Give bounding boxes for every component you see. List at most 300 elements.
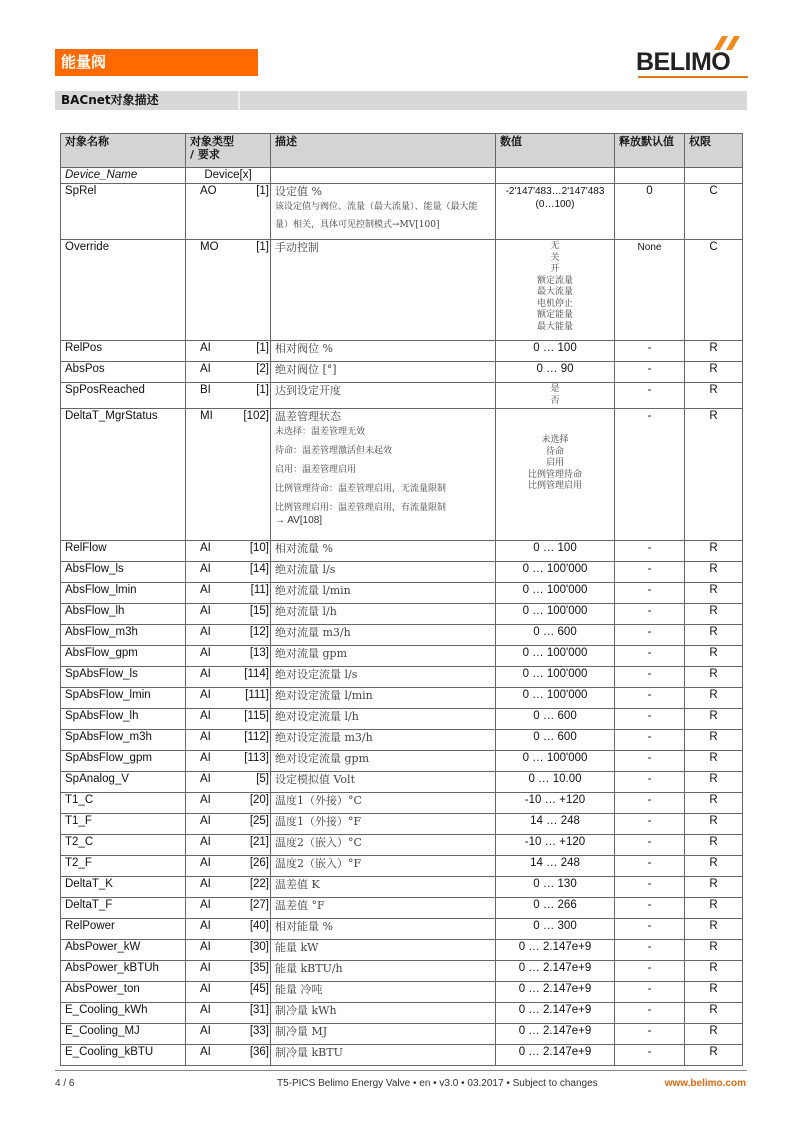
cell-desc [271,814,496,835]
object-type: AI [200,584,211,596]
table-row [61,793,743,814]
object-type: AO [200,185,217,197]
table-row [61,982,743,1003]
cell-desc [271,730,496,751]
cell-type [186,646,271,667]
object-instance: [27] [249,899,269,911]
cell-default: - [615,362,685,383]
desc-detail-line: 比例管理待命：温差管理启用，无流量限制 [275,484,447,494]
object-type: AI [200,962,211,974]
cell-access: R [685,1003,743,1024]
cell-value: 0 … 100'000 [496,583,615,604]
cell-default: - [615,646,685,667]
cell-name: DeltaT_K [61,877,186,898]
cell-name: E_Cooling_kWh [61,1003,186,1024]
cell-type [186,667,271,688]
column-header-default: 释放默认值 [615,134,685,168]
cell-type [186,240,271,341]
table-row [61,688,743,709]
document-title-bar [55,49,258,76]
cell-access: R [685,814,743,835]
cell-value: 0 … 100'000 [496,646,615,667]
object-type: AI [200,815,211,827]
object-instance: [40] [249,920,269,932]
object-type: AI [200,1025,211,1037]
cell-name: T1_F [61,814,186,835]
cell-type [186,1045,271,1066]
cell-desc [271,877,496,898]
cell-name: SpRel [61,184,186,240]
object-instance: [31] [249,1004,269,1016]
cell-desc [271,1003,496,1024]
cell-desc [271,688,496,709]
cell-type [186,751,271,772]
object-type: MI [200,410,213,422]
table-row [61,646,743,667]
section-divider [238,91,240,110]
footer-website-link[interactable]: www.belimo.com [664,1078,746,1089]
object-instance: [1] [256,342,269,354]
object-type: AI [200,857,211,869]
cell-desc [271,1024,496,1045]
cell-desc [271,168,496,184]
cell-type [186,583,271,604]
cell-name: Device_Name [61,168,186,184]
desc-main: 相对能量 % [275,920,333,933]
cell-desc [271,625,496,646]
table-row [61,961,743,982]
object-type: AI [200,563,211,575]
cell-access: R [685,877,743,898]
table-row [61,898,743,919]
option-item: 最大流量 [536,287,573,297]
cell-access: R [685,1024,743,1045]
column-header-value: 数值 [496,134,615,168]
cell-type [186,383,271,409]
cell-default: - [615,541,685,562]
cell-access: R [685,409,743,541]
cell-desc [271,898,496,919]
object-type: AI [200,983,211,995]
object-type: AI [200,542,211,554]
cell-desc [271,646,496,667]
value-range-percent: (0…100) [535,199,575,210]
desc-main: 绝对流量 gpm [275,647,348,660]
table-row [61,730,743,751]
cell-default: - [615,772,685,793]
cell-type [186,184,271,240]
cell-name: SpAbsFlow_lmin [61,688,186,709]
desc-main: 绝对设定流量 l/h [275,710,359,723]
table-row [61,814,743,835]
object-instance: [33] [249,1025,269,1037]
object-instance: [22] [249,878,269,890]
desc-main: 相对流量 % [275,542,333,555]
cell-value [496,168,615,184]
cell-default: - [615,793,685,814]
cell-default: - [615,667,685,688]
cell-access: R [685,772,743,793]
logo-underline [638,76,748,78]
column-header-type-line2: / 要求 [190,148,220,161]
cell-default: - [615,625,685,646]
cell-value [496,409,615,541]
cell-value: 0 … 100'000 [496,751,615,772]
cell-default: - [615,688,685,709]
desc-main: 绝对流量 l/min [275,584,351,597]
cell-desc [271,751,496,772]
object-instance: [113] [244,752,269,764]
object-type: AI [200,752,211,764]
object-type: AI [200,941,211,953]
desc-main: 达到设定开度 [275,384,341,397]
cell-desc [271,772,496,793]
object-instance: [36] [249,1046,269,1058]
cell-type [186,793,271,814]
column-header-access: 权限 [685,134,743,168]
cell-default: - [615,751,685,772]
object-instance: [35] [249,962,269,974]
object-instance: [2] [256,363,269,375]
object-type: AI [200,605,211,617]
desc-reference: → AV[108] [275,515,323,526]
cell-access: R [685,835,743,856]
object-instance: [15] [249,605,269,617]
table-row [61,625,743,646]
table-row [61,835,743,856]
spposreached-option-list [500,384,610,407]
cell-access: R [685,982,743,1003]
cell-desc [271,1045,496,1066]
desc-main: 相对阀位 % [275,342,333,355]
table-row [61,667,743,688]
cell-access: R [685,940,743,961]
table-header-row [61,134,743,168]
cell-value: 0 … 100'000 [496,562,615,583]
cell-value: 0 … 2.147e+9 [496,1045,615,1066]
cell-name: SpAnalog_V [61,772,186,793]
cell-default: None [615,240,685,341]
cell-default: - [615,730,685,751]
cell-access: R [685,362,743,383]
cell-value: 0 … 100 [496,341,615,362]
footer-page-number: 4 / 6 [55,1078,75,1089]
desc-main: 绝对流量 l/s [275,563,336,576]
cell-name: T2_F [61,856,186,877]
object-type: AI [200,689,211,701]
cell-default: - [615,409,685,541]
cell-name: T2_C [61,835,186,856]
cell-type [186,604,271,625]
object-type: AI [200,920,211,932]
cell-name: AbsFlow_lmin [61,583,186,604]
cell-default: - [615,877,685,898]
cell-value: -10 … +120 [496,835,615,856]
cell-access: R [685,730,743,751]
option-item: 最大能量 [536,321,573,332]
cell-value: 0 … 10.00 [496,772,615,793]
option-item: 额定流量 [536,275,573,286]
cell-value: 0 … 2.147e+9 [496,1003,615,1024]
cell-type [186,835,271,856]
option-item: 否 [550,395,560,406]
cell-type [186,814,271,835]
object-type: AI [200,710,211,722]
object-instance: [26] [249,857,269,869]
option-item: 开 [550,264,560,274]
option-item: 比例管理待命 [527,469,582,480]
cell-value: 0 … 300 [496,919,615,940]
cell-access: R [685,383,743,409]
object-instance: [1] [256,185,269,197]
desc-main: 能量 冷吨 [275,983,323,996]
cell-default: - [615,583,685,604]
cell-access [685,168,743,184]
table-row [61,541,743,562]
cell-default: - [615,856,685,877]
cell-access: C [685,184,743,240]
desc-main: 能量 kBTU/h [275,962,343,975]
cell-access: R [685,604,743,625]
object-type: AI [200,731,211,743]
object-type: MO [200,241,219,253]
table-row [61,772,743,793]
cell-type [186,362,271,383]
cell-type [186,919,271,940]
cell-default: - [615,709,685,730]
cell-name: E_Cooling_MJ [61,1024,186,1045]
cell-value: 0 … 600 [496,709,615,730]
object-type: AI [200,878,211,890]
cell-name: T1_C [61,793,186,814]
object-instance: [111] [245,689,269,701]
cell-value: -10 … +120 [496,793,615,814]
table-row [61,940,743,961]
cell-type [186,562,271,583]
cell-default: - [615,562,685,583]
desc-main: 手动控制 [275,241,319,254]
desc-main: 温差管理状态 [275,410,341,423]
cell-desc [271,940,496,961]
cell-access: R [685,541,743,562]
cell-value: 0 … 266 [496,898,615,919]
cell-desc [271,709,496,730]
object-instance: [20] [249,794,269,806]
cell-desc [271,835,496,856]
cell-default: - [615,835,685,856]
cell-name: AbsFlow_gpm [61,646,186,667]
cell-type [186,341,271,362]
cell-type [186,877,271,898]
cell-type [186,856,271,877]
desc-main: 绝对设定流量 l/s [275,668,358,681]
cell-desc [271,541,496,562]
table-row-device-name [61,168,743,184]
cell-name: AbsFlow_lh [61,604,186,625]
cell-type [186,1003,271,1024]
option-item: 未选择 [541,435,569,445]
column-header-description: 描述 [271,134,496,168]
cell-value: 14 … 248 [496,856,615,877]
cell-name: DeltaT_MgrStatus [61,409,186,541]
cell-type [186,772,271,793]
desc-detail-line: 未选择：温差管理无效 [275,427,366,437]
cell-access: R [685,583,743,604]
table-row-sprel [61,184,743,240]
cell-name: RelPos [61,341,186,362]
desc-main: 绝对设定流量 m3/h [275,731,373,744]
cell-desc [271,362,496,383]
cell-default: - [615,383,685,409]
cell-default: - [615,982,685,1003]
option-item: 待命 [545,446,564,457]
document-title: 能量阀 [61,53,107,71]
cell-name: SpAbsFlow_ls [61,667,186,688]
desc-main: 制冷量 kWh [275,1004,337,1017]
desc-main: 绝对阀位 [°] [275,363,337,376]
cell-access: R [685,625,743,646]
cell-type [186,730,271,751]
cell-type [186,1024,271,1045]
cell-name: SpAbsFlow_gpm [61,751,186,772]
option-item: 是 [550,384,560,394]
cell-name: AbsPower_kW [61,940,186,961]
cell-desc [271,184,496,240]
table-row [61,709,743,730]
table-row [61,877,743,898]
object-type: BI [200,384,211,396]
cell-default: - [615,814,685,835]
cell-access: R [685,919,743,940]
desc-main: 制冷量 MJ [275,1025,328,1038]
cell-access: R [685,646,743,667]
cell-access: R [685,751,743,772]
desc-main: 制冷量 kBTU [275,1046,343,1059]
section-header [55,91,747,110]
cell-access: R [685,856,743,877]
cell-access: R [685,709,743,730]
deltat-option-list [500,435,610,493]
cell-default: - [615,1003,685,1024]
desc-detail-line: 启用：温差管理启用 [275,465,357,475]
column-header-type-line1: 对象类型 [190,135,234,148]
object-type: AI [200,899,211,911]
desc-detail-list [275,423,491,518]
desc-main: 能量 kW [275,941,319,954]
cell-access: R [685,961,743,982]
table-row [61,583,743,604]
cell-desc [271,583,496,604]
bacnet-object-table [60,133,743,1066]
table-row [61,1024,743,1045]
cell-access: R [685,688,743,709]
object-type: AI [200,836,211,848]
cell-value [496,184,615,240]
desc-detail-line: 待命：温差管理激活但未起效 [275,446,393,456]
table-row [61,1003,743,1024]
table-row [61,1045,743,1066]
cell-desc [271,856,496,877]
cell-access: R [685,898,743,919]
cell-type [186,409,271,541]
cell-type [186,541,271,562]
desc-main: 绝对设定流量 l/min [275,689,373,702]
object-instance: [114] [244,668,269,680]
cell-value: 0 … 100'000 [496,604,615,625]
cell-value: 0 … 130 [496,877,615,898]
belimo-logo [636,36,748,78]
option-item: 额定能量 [536,310,573,320]
cell-desc [271,604,496,625]
cell-name: AbsFlow_m3h [61,625,186,646]
cell-value: 0 … 90 [496,362,615,383]
cell-value [496,240,615,341]
column-header-name: 对象名称 [61,134,186,168]
desc-main: 温度2（嵌入）°C [275,836,362,849]
cell-access: R [685,1045,743,1066]
cell-type: Device[x] [186,168,271,184]
desc-main: 温差值 °F [275,899,325,912]
cell-type [186,898,271,919]
cell-desc [271,341,496,362]
cell-name: RelFlow [61,541,186,562]
cell-desc [271,562,496,583]
cell-default: - [615,604,685,625]
cell-value: 0 … 100'000 [496,688,615,709]
cell-type [186,709,271,730]
override-option-list [500,241,610,333]
object-type: AI [200,668,211,680]
object-instance: [12] [249,626,269,638]
desc-main: 绝对流量 l/h [275,605,337,618]
cell-type [186,625,271,646]
value-range: -2'147'483…2'147'483 [505,186,605,197]
cell-access: R [685,562,743,583]
option-item: 无 [550,241,560,251]
table-row-relpos [61,341,743,362]
cell-desc [271,793,496,814]
object-type: AI [200,647,211,659]
cell-name: AbsPower_kBTUh [61,961,186,982]
cell-name: DeltaT_F [61,898,186,919]
desc-main: 绝对流量 m3/h [275,626,351,639]
cell-name: AbsFlow_ls [61,562,186,583]
cell-type [186,982,271,1003]
footer-divider [55,1070,747,1071]
table-row [61,919,743,940]
cell-value [496,383,615,409]
cell-name: SpAbsFlow_lh [61,709,186,730]
cell-desc [271,667,496,688]
cell-name: SpAbsFlow_m3h [61,730,186,751]
logo-wordmark: BELIMO [636,48,731,76]
object-instance: [1] [256,384,269,396]
object-instance: [11] [250,584,269,596]
cell-name: RelPower [61,919,186,940]
object-instance: [13] [249,647,269,659]
cell-default: - [615,898,685,919]
cell-desc [271,383,496,409]
cell-default: - [615,1024,685,1045]
cell-default: - [615,919,685,940]
cell-access: R [685,341,743,362]
table-row-abspos [61,362,743,383]
object-instance: [112] [244,731,269,743]
cell-type [186,940,271,961]
table-row [61,856,743,877]
cell-value: 14 … 248 [496,814,615,835]
footer-document-info: T5-PICS Belimo Energy Valve • en • v3.0 • 03.2017 • Subject to changes [277,1078,598,1089]
